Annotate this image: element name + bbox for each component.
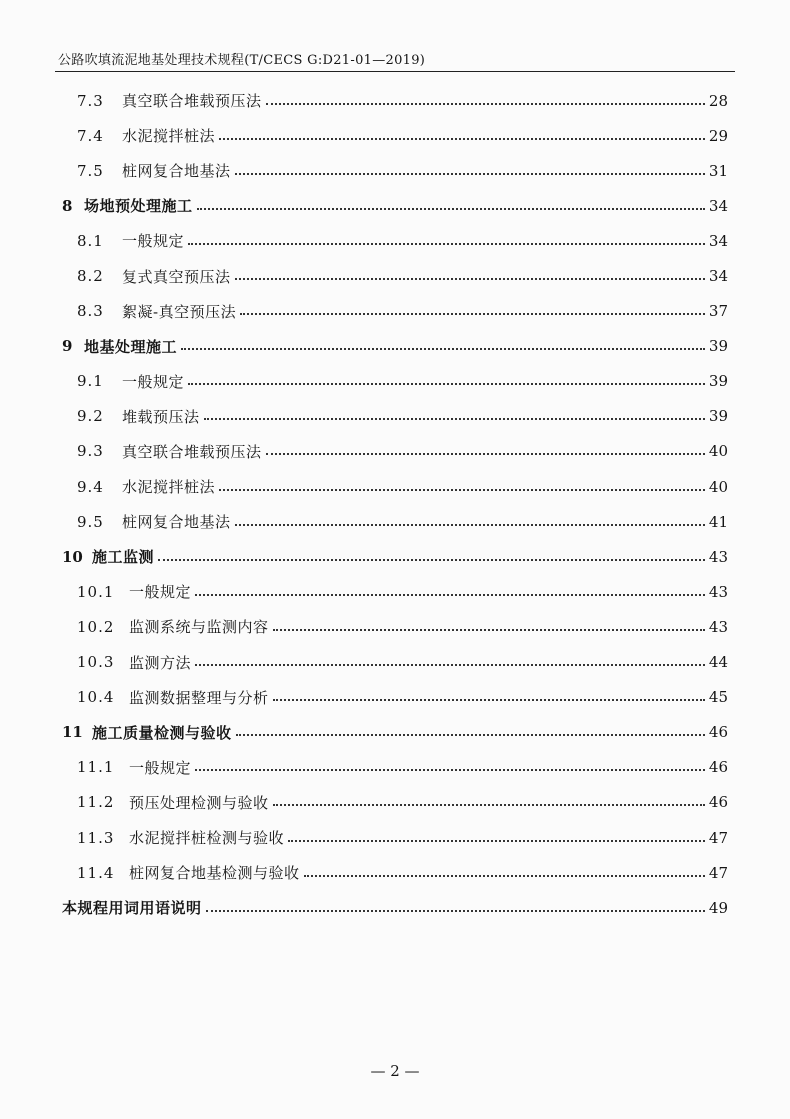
toc-entry-title: 监测系统与监测内容 [129,618,269,637]
toc-entry-title: 水泥搅拌桩法 [122,478,216,497]
toc-entry-number: 11.4 [77,863,115,882]
dot-leader [195,769,705,771]
toc-entry-page: 37 [708,302,728,321]
toc-entry-number: 11.2 [77,793,115,812]
toc-entry-title: 絮凝-真空预压法 [122,302,237,321]
dot-leader [288,840,705,842]
dot-leader [188,383,705,385]
toc-entry-number: 9 [62,337,73,356]
toc-entry-title: 堆载预压法 [122,407,200,426]
toc-entry-page: 47 [708,828,728,847]
toc-entry-number: 9.4 [77,477,104,496]
toc-entry[interactable] [0,750,790,785]
toc-entry[interactable] [0,83,790,118]
dot-leader [266,453,705,455]
toc-entry-title: 桩网复合地基法 [122,513,231,532]
toc-entry-number: 9.5 [77,512,104,531]
toc-entry-title: 施工监测 [92,548,155,567]
dot-leader [266,103,705,105]
header-divider [55,71,735,72]
toc-entry[interactable] [0,329,790,364]
toc-entry-number: 11.3 [77,828,115,847]
toc-entry-number: 10 [62,547,83,566]
toc-entry[interactable] [0,574,790,609]
toc-entry[interactable] [0,785,790,820]
toc-entry-page: 39 [708,372,728,391]
toc-entry-number: 9.1 [77,372,104,391]
toc-entry-title: 施工质量检测与验收 [92,723,232,742]
toc-entry-page: 39 [708,337,728,356]
toc-entry-title: 复式真空预压法 [122,267,231,286]
dot-leader [195,594,705,596]
toc-entry-title: 桩网复合地基法 [122,162,231,181]
toc-entry-number: 11.1 [77,758,115,777]
toc-entry[interactable] [0,539,790,574]
toc-entry-title: 水泥搅拌桩法 [122,127,216,146]
toc-entry-number: 10.1 [77,582,115,601]
toc-entry-title: 监测方法 [129,653,192,672]
table-of-contents [0,83,790,925]
dot-leader [195,664,705,666]
dot-leader [181,348,705,350]
dot-leader [235,278,705,280]
dot-leader [273,804,705,806]
toc-entry-number: 11 [62,723,83,742]
toc-entry-page: 47 [708,863,728,882]
toc-entry-page: 43 [708,617,728,636]
toc-entry[interactable] [0,153,790,188]
toc-entry-title: 预压处理检测与验收 [129,793,269,812]
toc-entry-title: 地基处理施工 [84,337,178,356]
toc-entry-title: 桩网复合地基检测与验收 [129,864,300,883]
toc-entry[interactable] [0,645,790,680]
toc-entry-number: 7.4 [77,126,104,145]
toc-entry-number: 9.3 [77,442,104,461]
dot-leader [304,875,705,877]
dot-leader [235,524,705,526]
toc-entry[interactable] [0,294,790,329]
toc-entry[interactable] [0,469,790,504]
toc-entry-page: 34 [708,196,728,215]
dot-leader [197,208,705,210]
dot-leader [206,910,705,912]
running-header: 公路吹填流泥地基处理技术规程(T/CECS G:D21-01—2019) [58,53,426,68]
dot-leader [158,559,705,561]
dot-leader [235,173,705,175]
toc-entry-page: 40 [708,442,728,461]
toc-entry[interactable] [0,118,790,153]
toc-entry-page: 43 [708,582,728,601]
toc-entry-page: 49 [708,898,728,917]
toc-entry-title: 一般规定 [129,583,192,602]
toc-entry-number: 9.2 [77,407,104,426]
toc-entry-title: 水泥搅拌桩检测与验收 [129,829,285,848]
toc-entry-title: 本规程用词用语说明 [62,899,202,918]
toc-entry-title: 场地预处理施工 [84,197,193,216]
toc-entry[interactable] [0,820,790,855]
toc-entry[interactable] [0,188,790,223]
toc-entry-page: 44 [708,653,728,672]
toc-entry-page: 41 [708,512,728,531]
toc-entry-title: 监测数据整理与分析 [129,688,269,707]
toc-entry[interactable] [0,434,790,469]
dot-leader [273,629,705,631]
toc-entry-number: 8 [62,196,73,215]
toc-entry-number: 7.5 [77,161,104,180]
toc-entry-title: 一般规定 [122,372,185,391]
toc-entry-page: 34 [708,231,728,250]
dot-leader [219,489,705,491]
toc-entry[interactable] [0,855,790,890]
dot-leader [188,243,705,245]
toc-entry-number: 10.3 [77,653,115,672]
toc-entry[interactable] [0,680,790,715]
dot-leader [204,418,705,420]
toc-entry-page: 43 [708,547,728,566]
toc-entry-page: 39 [708,407,728,426]
toc-entry-page: 29 [708,126,728,145]
toc-entry[interactable] [0,609,790,644]
toc-entry-title: 真空联合堆载预压法 [122,92,262,111]
toc-entry[interactable] [0,399,790,434]
toc-entry-number: 10.2 [77,617,115,636]
toc-entry[interactable] [0,258,790,293]
toc-entry-page: 34 [708,267,728,286]
toc-entry-number: 10.4 [77,688,115,707]
toc-entry[interactable] [0,504,790,539]
dot-leader [240,313,705,315]
toc-entry[interactable] [0,890,790,925]
toc-entry-page: 46 [708,758,728,777]
toc-entry[interactable] [0,364,790,399]
toc-entry-page: 28 [708,91,728,110]
toc-entry-title: 一般规定 [129,758,192,777]
toc-entry-page: 46 [708,793,728,812]
toc-entry-title: 真空联合堆载预压法 [122,442,262,461]
toc-entry[interactable] [0,223,790,258]
toc-entry-number: 8.2 [77,267,104,286]
page-number: — 2 — [370,1062,420,1080]
toc-entry-page: 31 [708,161,728,180]
toc-entry-number: 8.1 [77,231,104,250]
dot-leader [219,138,705,140]
toc-entry-title: 一般规定 [122,232,185,251]
dot-leader [273,699,705,701]
toc-entry[interactable] [0,715,790,750]
toc-entry-page: 40 [708,477,728,496]
toc-entry-number: 7.3 [77,91,104,110]
toc-entry-page: 45 [708,688,728,707]
toc-entry-page: 46 [708,723,728,742]
dot-leader [236,734,705,736]
toc-entry-number: 8.3 [77,302,104,321]
